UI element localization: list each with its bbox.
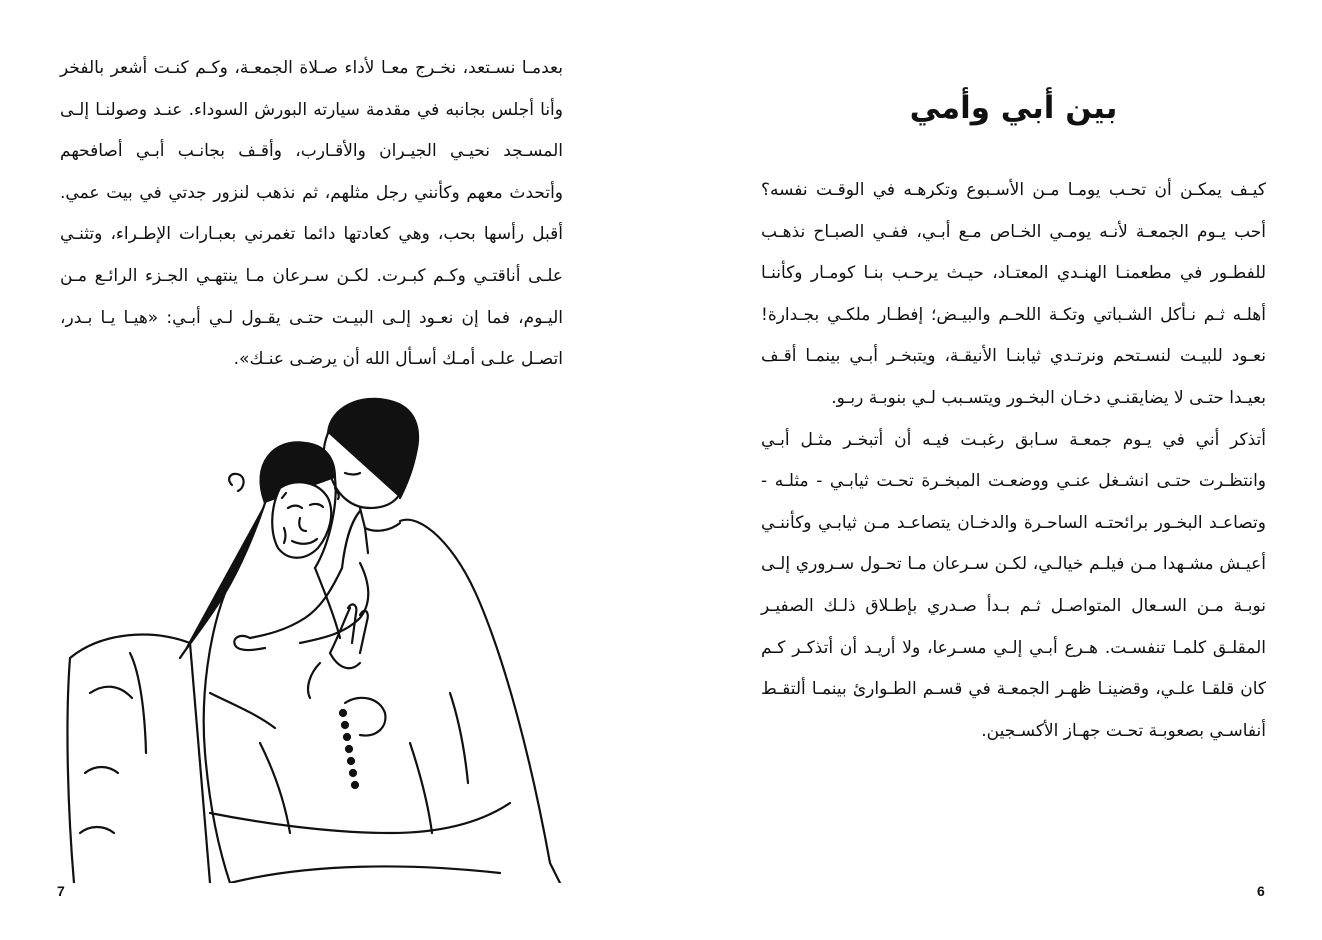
right-paragraph-2: أتذكر أني في يـوم جمعـة سـابق رغبـت فيـه أن أتبخـر مثـل أبـي وانتظـرت حتـى انشـغل عنـي ووضعـت المبخـرة تحـت ثيابـي - مثلـه - وتصاعـد البخـور برائحتـه الساحـرة والدخـان يتصاعـد مـن ثيابـي وكأننـي أعيـش مشـهدا مـن فيلـم خيالـي، لكـن سـرعان مـا تحـول سـروري إلـى نوبـة مـن السـعال المتواصـل ثـم بـدأ صـدري بإطـلاق ذلـك الصفيـر المقلـق كلمـا تنفسـت. هـرع أبـي إلـي مسـرعا، ولا أريـد أن أتذكـر كـم كان قلقـا علـي، وقضينـا ظهـر الجمعـة في قسـم الطـوارئ بينمـا ألتقـط أنفاسـي بصعوبـة تحـت جهـاز الأكسـجين. [761,429,1266,741]
chapter-title: بين أبي وأمي [909,90,1118,126]
left-page-text [60,48,563,381]
page-number: 6 [1257,883,1265,899]
grandmother-kiss-illustration [60,393,565,883]
page-number: 7 [57,883,65,899]
left-paragraph-1: بعدمـا نسـتعد، نخـرج معـا لأداء صـلاة الجمعـة، وكـم كنـت أشعر بالفخر وأنا أجلس بجانبه في مقدمة سيارته البورش السوداء. عنـد وصولنـا إلـى المسـجد نحيـي الجيـران والأقـارب، وأقـف بجانـب أبـي أصافحهم وأتحدث معهم وكأنني رجل مثلهم، ثم نذهب لنزور جدتي في بيت عمي. أقبل رأسها بحب، وهي كعادتها دائما تغمرني بعبـارات الإطـراء، وتثنـي علـى أناقتـي وكـم كبـرت. لكـن سـرعان مـا ينتهـي الجـزء الرائـع مـن اليـوم، فما إن نعـود إلـى البيـت حتـى يقـول لـي أبـي: «هيـا يـا بـدر، اتصـل علـى أمـك أسـأل الله أن يرضـى عنـك». [60,58,563,370]
right-paragraph-1: كيـف يمكـن أن تحـب يومـا مـن الأسـبوع وتكرهـه في الوقـت نفسه؟ أحب يـوم الجمعـة لأنـه يومـي الخـاص مـع أبـي، ففـي الصبـاح نذهـب للفطـور في مطعمنـا الهنـدي المعتـاد، حيـث يرحـب بنـا كومـار وكأننـا أهلـه ثـم نـأكل الشـباتي وتكـة اللحـم والبيـض؛ إفطـار ملكـي بجـدارة! نعـود للبيـت لنسـتحم ونرتـدي ثيابنـا الأنيقـة، ويتبخـر أبـي بينمـا أقـف بعيـدا حتـى لا يضايقنـي دخـان البخـور ويتسـبب لـي بنوبـة ربـو. [761,180,1266,408]
right-page-text [761,170,1266,752]
right-page [661,0,1322,940]
